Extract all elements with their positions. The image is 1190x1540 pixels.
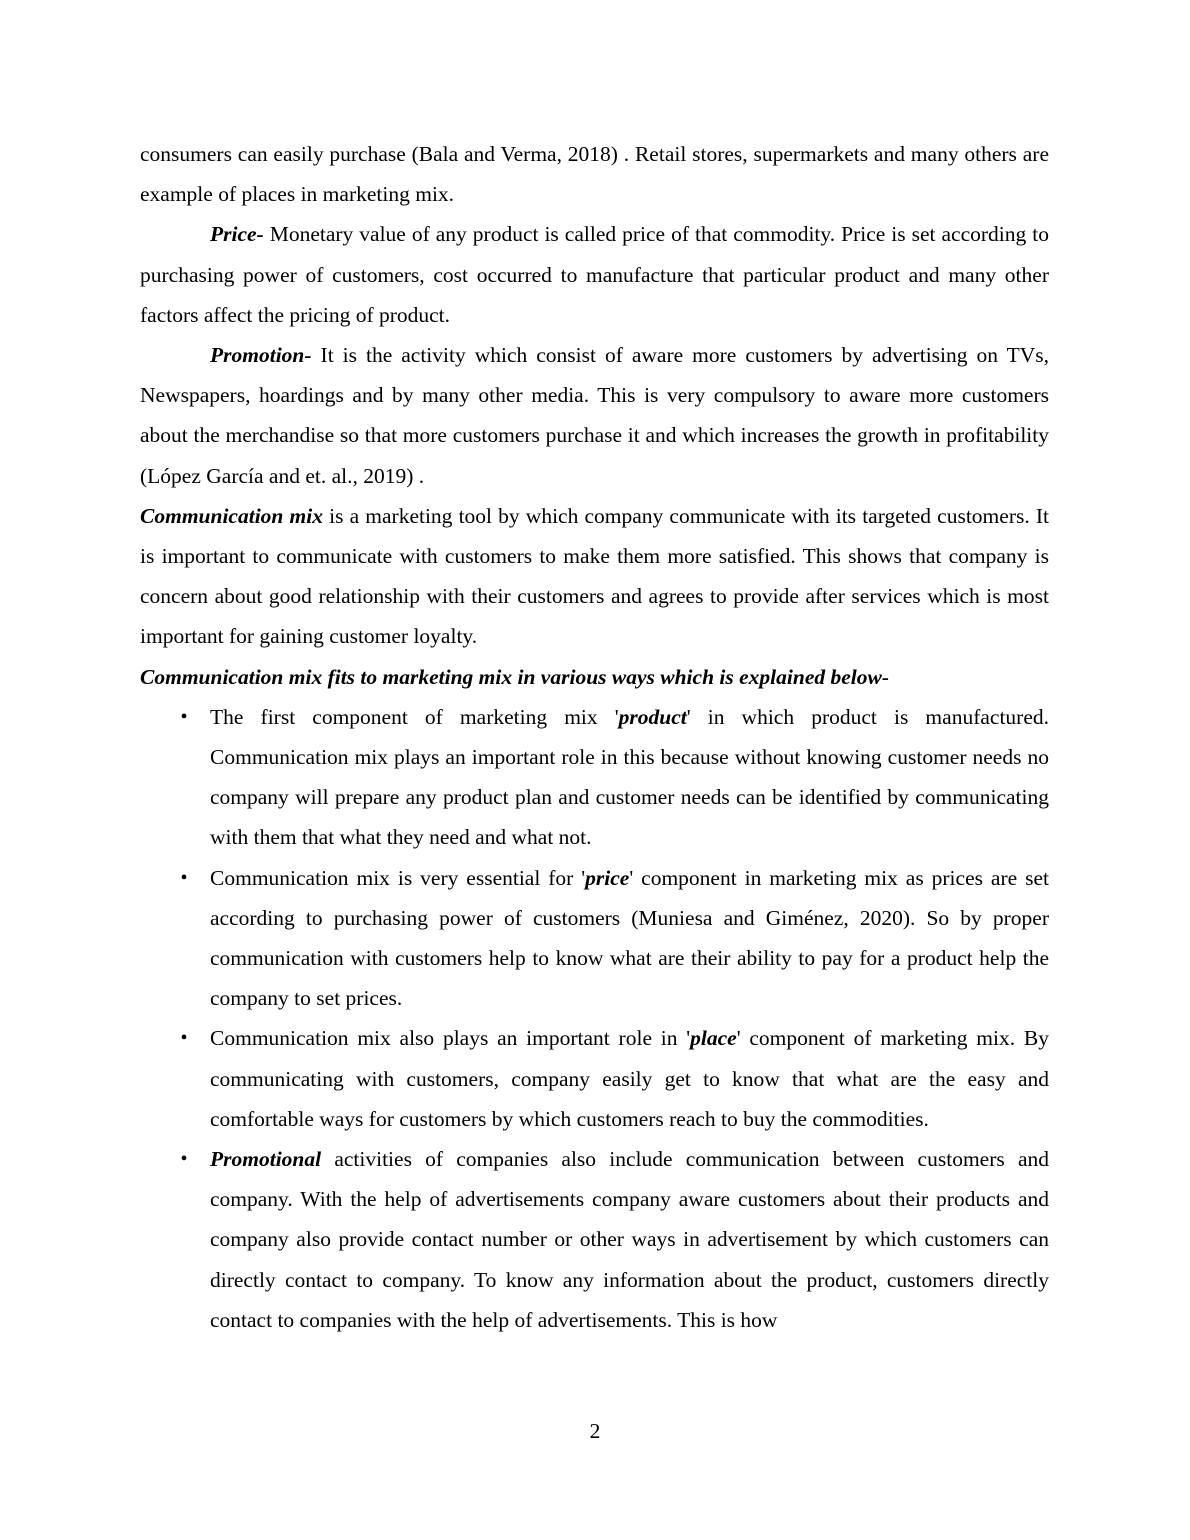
bullet-text-after: activities of companies also include communication between customers and company. With the help of advertisements company aware customers about their products and company also provide contact number or other ways in advertisement by which customers can directly contact to company. To know any information about the product, customers directly contact to companies with the help of advertisements. This is how (210, 1147, 1049, 1332)
bullet-text-after: ' component in marketing mix as prices are set according to purchasing power of customers (Muniesa and Giménez, 2020). So by proper communication with customers help to know what are their ability to pay for a product help the company to set prices. (210, 865, 1049, 1011)
communication-mix-text: is a marketing tool by which company communicate with its targeted customers. It is important to communicate with customers to make them more satisfied. This shows that company is concern about good relationship with their customers and agrees to provide after services which is most important for gaining customer loyalty. (140, 503, 1049, 649)
page-number: 2 (589, 1419, 601, 1443)
section-heading: Communication mix fits to marketing mix in various ways which is explained below- (140, 664, 890, 689)
bullet-emphasis: product (618, 704, 687, 729)
price-term: Price- (210, 222, 264, 247)
bullet-emphasis: place (690, 1026, 737, 1051)
bullet-icon: • (180, 866, 188, 889)
list-item (140, 858, 1049, 1019)
promotion-text: It is the activity which consist of aware more customers by advertising on TVs, Newspapers, hoardings and by many other media. This is very compulsory to aware more customers about the merchandise so that more customers purchase it and which increases the growth in profitability (López García and et. al., 2019) . (140, 343, 1049, 488)
bullet-emphasis: price (585, 865, 630, 890)
paragraph-communication-mix (140, 496, 1049, 657)
bullet-text-before: Communication mix is very essential for ' (210, 865, 586, 890)
bullet-icon: • (180, 1148, 188, 1171)
bullet-list (140, 697, 1049, 1340)
price-text: Monetary value of any product is called price of that commodity. Price is set according to purchasing power of customers, cost occurred to manufacture that particular product and many other factors affect the pricing of product. (140, 222, 1049, 327)
promotion-term: Promotion- (210, 343, 312, 368)
bullet-text-before: Communication mix also plays an important role in ' (210, 1026, 691, 1051)
bullet-icon: • (180, 705, 188, 728)
list-item (140, 1018, 1049, 1139)
bullet-icon: • (180, 1027, 188, 1050)
page-body (140, 134, 1049, 1340)
bullet-emphasis: Promotional (210, 1147, 322, 1172)
list-item (140, 697, 1049, 858)
paragraph-price (140, 214, 1049, 335)
bullet-text-after: ' component of marketing mix. By communicating with customers, company easily get to know that what are the easy and comfortable ways for customers by which customers reach to buy the commodities. (210, 1026, 1049, 1131)
bullet-text-before: The first component of marketing mix ' (210, 704, 619, 729)
paragraph-promotion (140, 335, 1049, 496)
communication-mix-term: Communication mix (140, 503, 323, 528)
list-item (140, 1139, 1049, 1340)
bullet-text-after: ' in which product is manufactured. Communication mix plays an important role in this because without knowing customer needs no company will prepare any product plan and customer needs can be identified by communicating with them that what they need and what not. (210, 704, 1049, 850)
paragraph-place-continuation: consumers can easily purchase (Bala and Verma, 2018) . Retail stores, supermarkets and many others are example of places in marketing mix. (140, 142, 1049, 207)
